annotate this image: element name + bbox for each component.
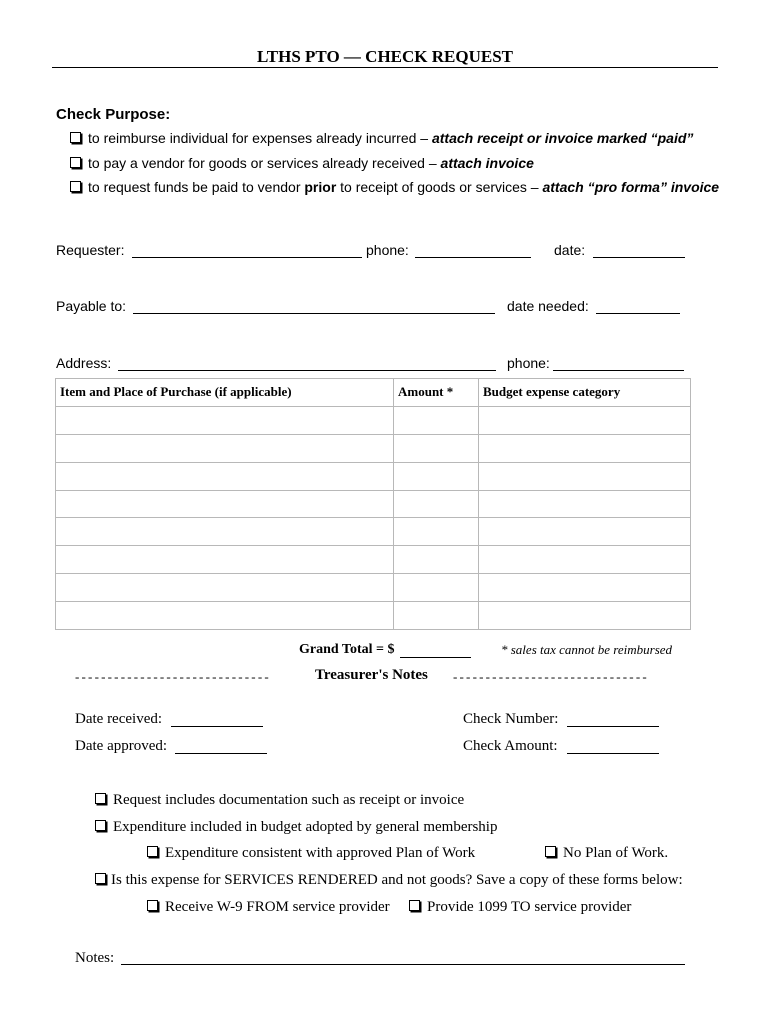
sales-tax-note: * sales tax cannot be reimbursed — [501, 642, 673, 657]
check-number-label: Check Number: — [463, 711, 559, 727]
purpose-option-pay-vendor — [70, 155, 534, 171]
requester-phone-field[interactable] — [415, 243, 531, 258]
treasurer-divider-right: ------------------------------ — [453, 669, 649, 684]
requester-label: Requester: — [56, 242, 125, 258]
purpose-option-attachment: attach receipt or invoice marked “paid” — [431, 130, 694, 146]
no-plan-text: No Plan of Work. — [563, 845, 669, 861]
budget-checkbox[interactable] — [95, 820, 106, 831]
item-cell[interactable] — [56, 462, 394, 490]
amount-cell[interactable] — [394, 602, 479, 630]
amount-cell[interactable] — [394, 518, 479, 546]
table-header-row — [56, 379, 691, 407]
category-cell[interactable] — [479, 546, 691, 574]
amount-cell[interactable] — [394, 546, 479, 574]
w9-checkbox[interactable] — [147, 900, 158, 911]
payable-to-label: Payable to: — [56, 298, 127, 314]
table-row — [56, 434, 691, 462]
documentation-checkbox[interactable] — [95, 793, 106, 804]
purpose-option-prepay — [70, 179, 719, 195]
purpose-option-text: to pay a vendor for goods or services already received – — [88, 155, 441, 171]
table-row — [56, 462, 691, 490]
services-checkbox[interactable] — [95, 873, 106, 884]
category-cell[interactable] — [479, 490, 691, 518]
check-purpose-heading: Check Purpose: — [56, 106, 171, 123]
address-phone-label: phone: — [507, 355, 550, 371]
date-needed-field[interactable] — [596, 299, 680, 314]
check-amount-label: Check Amount: — [463, 738, 558, 754]
item-cell[interactable] — [56, 490, 394, 518]
category-cell[interactable] — [479, 462, 691, 490]
documentation-text: Request includes documentation such as receipt or invoice — [113, 792, 465, 808]
check-number-field[interactable] — [567, 712, 659, 727]
table-row — [56, 490, 691, 518]
item-cell[interactable] — [56, 574, 394, 602]
grand-total-label: Grand Total = $ — [299, 642, 395, 657]
item-cell[interactable] — [56, 602, 394, 630]
treasurer-notes-heading: Treasurer's Notes — [315, 667, 428, 683]
amount-cell[interactable] — [394, 434, 479, 462]
request-date-field[interactable] — [593, 243, 685, 258]
item-cell[interactable] — [56, 546, 394, 574]
treasurer-divider-left: ------------------------------ — [75, 669, 271, 684]
address-field[interactable] — [118, 356, 496, 371]
prepay-checkbox[interactable] — [70, 181, 81, 192]
services-text: Is this expense for SERVICES RENDERED and not goods? Save a copy of these forms below: — [111, 872, 683, 888]
title-divider — [52, 67, 718, 68]
w9-text: Receive W-9 FROM service provider — [165, 899, 390, 915]
check-amount-field[interactable] — [567, 739, 659, 754]
no-plan-checkbox[interactable] — [545, 846, 556, 857]
table-row — [56, 574, 691, 602]
payable-to-field[interactable] — [133, 299, 495, 314]
budget-text: Expenditure included in budget adopted by general membership — [113, 819, 498, 835]
purpose-option-attachment: attach invoice — [440, 155, 534, 171]
category-cell[interactable] — [479, 406, 691, 434]
amount-cell[interactable] — [394, 462, 479, 490]
notes-label: Notes: — [75, 950, 115, 966]
1099-option — [409, 899, 631, 916]
address-label: Address: — [56, 355, 112, 371]
reimburse-checkbox[interactable] — [70, 132, 81, 143]
item-cell[interactable] — [56, 406, 394, 434]
amount-cell[interactable] — [394, 406, 479, 434]
purpose-option-text: to receipt of goods or services – — [336, 179, 543, 195]
budget-option — [95, 819, 497, 836]
address-phone-field[interactable] — [553, 356, 684, 371]
requester-field[interactable] — [132, 243, 362, 258]
purpose-option-text: to request funds be paid to vendor — [88, 179, 305, 195]
w9-option — [147, 899, 390, 916]
amount-cell[interactable] — [394, 490, 479, 518]
pay-vendor-checkbox[interactable] — [70, 157, 81, 168]
table-row — [56, 518, 691, 546]
plan-of-work-text: Expenditure consistent with approved Plan of Work — [165, 845, 476, 861]
date-needed-label: date needed: — [507, 298, 589, 314]
request-date-label: date: — [554, 242, 586, 258]
amount-cell[interactable] — [394, 574, 479, 602]
page-title: LTHS PTO — CHECK REQUEST — [256, 47, 514, 66]
purpose-option-reimburse — [70, 130, 693, 146]
item-cell[interactable] — [56, 518, 394, 546]
table-row — [56, 546, 691, 574]
requester-phone-label: phone: — [366, 242, 409, 258]
plan-of-work-option — [147, 845, 475, 862]
services-option — [95, 872, 683, 889]
category-cell[interactable] — [479, 434, 691, 462]
documentation-option — [95, 792, 464, 809]
notes-field[interactable] — [121, 950, 685, 965]
purpose-option-attachment: attach “pro forma” invoice — [542, 179, 720, 195]
1099-text: Provide 1099 TO service provider — [427, 899, 632, 915]
category-cell[interactable] — [479, 574, 691, 602]
header-budget-category: Budget expense category — [479, 379, 691, 407]
date-received-label: Date received: — [75, 711, 163, 727]
date-received-field[interactable] — [171, 712, 263, 727]
grand-total-field[interactable] — [400, 643, 471, 658]
date-approved-field[interactable] — [175, 739, 267, 754]
plan-of-work-checkbox[interactable] — [147, 846, 158, 857]
1099-checkbox[interactable] — [409, 900, 420, 911]
table-row — [56, 406, 691, 434]
category-cell[interactable] — [479, 518, 691, 546]
header-item: Item and Place of Purchase (if applicable) — [56, 379, 394, 407]
purpose-option-text: to reimburse individual for expenses already incurred – — [88, 130, 432, 146]
date-approved-label: Date approved: — [75, 738, 168, 754]
no-plan-option — [545, 845, 668, 862]
item-cell[interactable] — [56, 434, 394, 462]
header-amount: Amount * — [394, 379, 479, 407]
table-row — [56, 602, 691, 630]
category-cell[interactable] — [479, 602, 691, 630]
purpose-option-emphasis: prior — [304, 179, 337, 195]
items-table — [55, 378, 691, 630]
